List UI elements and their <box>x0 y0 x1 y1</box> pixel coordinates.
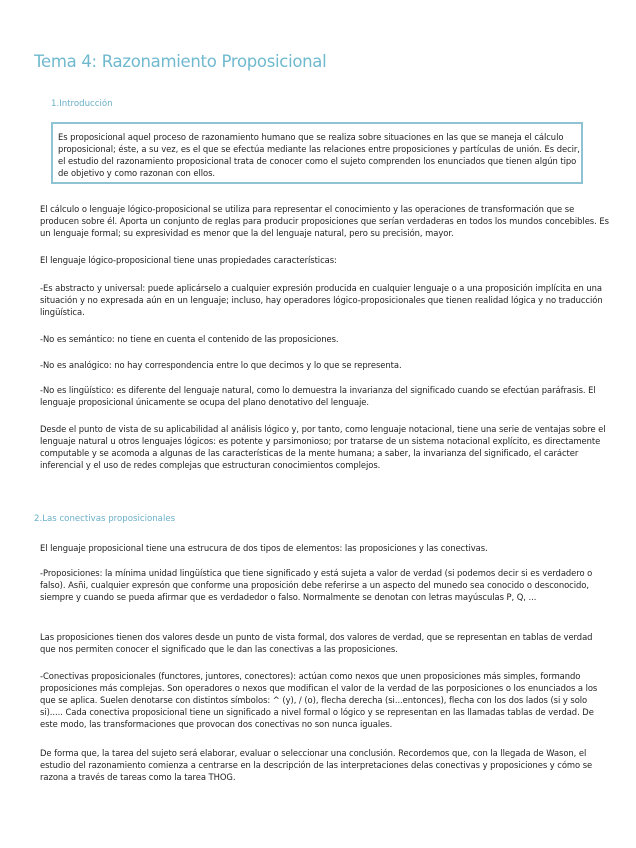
list-item: -No es semántico: no tiene en cuenta el contenido de las proposiciones. <box>40 334 339 344</box>
list-item: -No es analógico: no hay correspondencia entre lo que decimos y lo que se representa. <box>40 360 402 370</box>
paragraph: El cálculo o lenguaje lógico-proposicional se utiliza para representar el conocimiento y las operaciones de transformación que se producen sobre él. Aporta un conjunto de reglas para producir proposiciones que serían verdaderas en todos los mundos concebibles. Es un lenguaje formal; su expresividad es menor que la del lenguaje natural, pero su precisión, mayor. <box>40 204 609 239</box>
section-heading-connectives: 2.Las conectivas proposicionales <box>34 514 176 524</box>
paragraph: De forma que, la tarea del sujeto será elaborar, evaluar o seleccionar una conclusión. Recordemos que, con la llegada de Wason, el estudio del razonamiento comienza a centrarse en la descripción de las interpretaciones delas conectivas y proposiciones y cómo se razona a través de tareas como la tarea THOG. <box>40 748 593 783</box>
page-title: Tema 4: Razonamiento Proposicional <box>34 52 327 71</box>
intro-callout-box <box>51 122 583 184</box>
paragraph: El lenguaje lógico-proposicional tiene unas propiedades características: <box>40 255 337 265</box>
intro-box-text: Es proposicional aquel proceso de razonamiento humano que se realiza sobre situaciones en las que se maneja el cálculo proposicional; éste, a su vez, es el que se efectúa mediante las relaciones entre proposiciones y partículas de unión. Es decir, el estudio del razonamiento proposicional trata de conocer como el sujeto comprenden los enunciados que tienen algún tipo de objetivo y como razonan con ellos. <box>58 132 580 179</box>
paragraph: Las proposiciones tienen dos valores desde un punto de vista formal, dos valores de verdad, que se representan en tablas de verdad que nos permiten conocer el significado que le dan las conectivas a las proposiciones. <box>40 632 593 655</box>
section-heading-introduction: 1.Introducción <box>51 99 113 109</box>
paragraph: Desde el punto de vista de su aplicabilidad al análisis lógico y, por tanto, como lenguaje notacional, tiene una serie de ventajas sobre el lenguaje natural u otros lenguajes lógicos: es potente y parsimonioso; por tratarse de un sistema notacional explícito, es directamente computable y se acomoda a algunas de las características de la mente humana; a saber, la invarianza del significado, el carácter inferencial y el uso de redes complejas que estructuran conocimientos complejos. <box>40 424 606 471</box>
list-item: -Es abstracto y universal: puede aplicárselo a cualquier expresión producida en cualquier lenguaje o a una proposición implícita en una situación y no expresada aún en un lenguaje; incluso, hay operadores lógico-proposicionales que tienen realidad lógica y no traducción lingüística. <box>40 283 603 318</box>
paragraph: El lenguaje proposicional tiene una estrucura de dos tipos de elementos: las proposiciones y las conectivas. <box>40 543 488 553</box>
list-item: -No es lingüístico: es diferente del lenguaje natural, como lo demuestra la invarianza del significado cuando se efectúan paráfrasis. El lenguaje proposicional únicamente se ocupa del plano denotativo del lenguaje. <box>40 385 596 408</box>
list-item: -Conectivas proposicionales (functores, juntores, conectores): actúan como nexos que unen proposiciones más simples, formando proposiciones más complejas. Son operadores o nexos que modifican el valor de la verdad de las porposiciones o los enunciados a los que se aplica. Suelen denotarse con distintos símbolos: ^ (y), / (o), flecha derecha (si...entonces), flecha con los dos lados (si y solo si)..... Cada conectiva proposicional tiene un significado a nivel formal o lógico y se representan en las llamadas tablas de verdad. De este modo, las transformaciones que provocan dos conectivas no son nunca iguales. <box>40 671 598 730</box>
list-item: -Proposiciones: la mínima unidad lingüística que tiene significado y está sujeta a valor de verdad (si podemos decir si es verdadero o falso). Asñi, cualquier expresón que conforme una proposición debe referirse a un aspecto del munedo sea conocido o desconocido, siempre y cuando se pueda afirmar que es verdadedor o falso. Normalmente se denotan con letras mayúsculas P, Q, ... <box>40 568 593 603</box>
